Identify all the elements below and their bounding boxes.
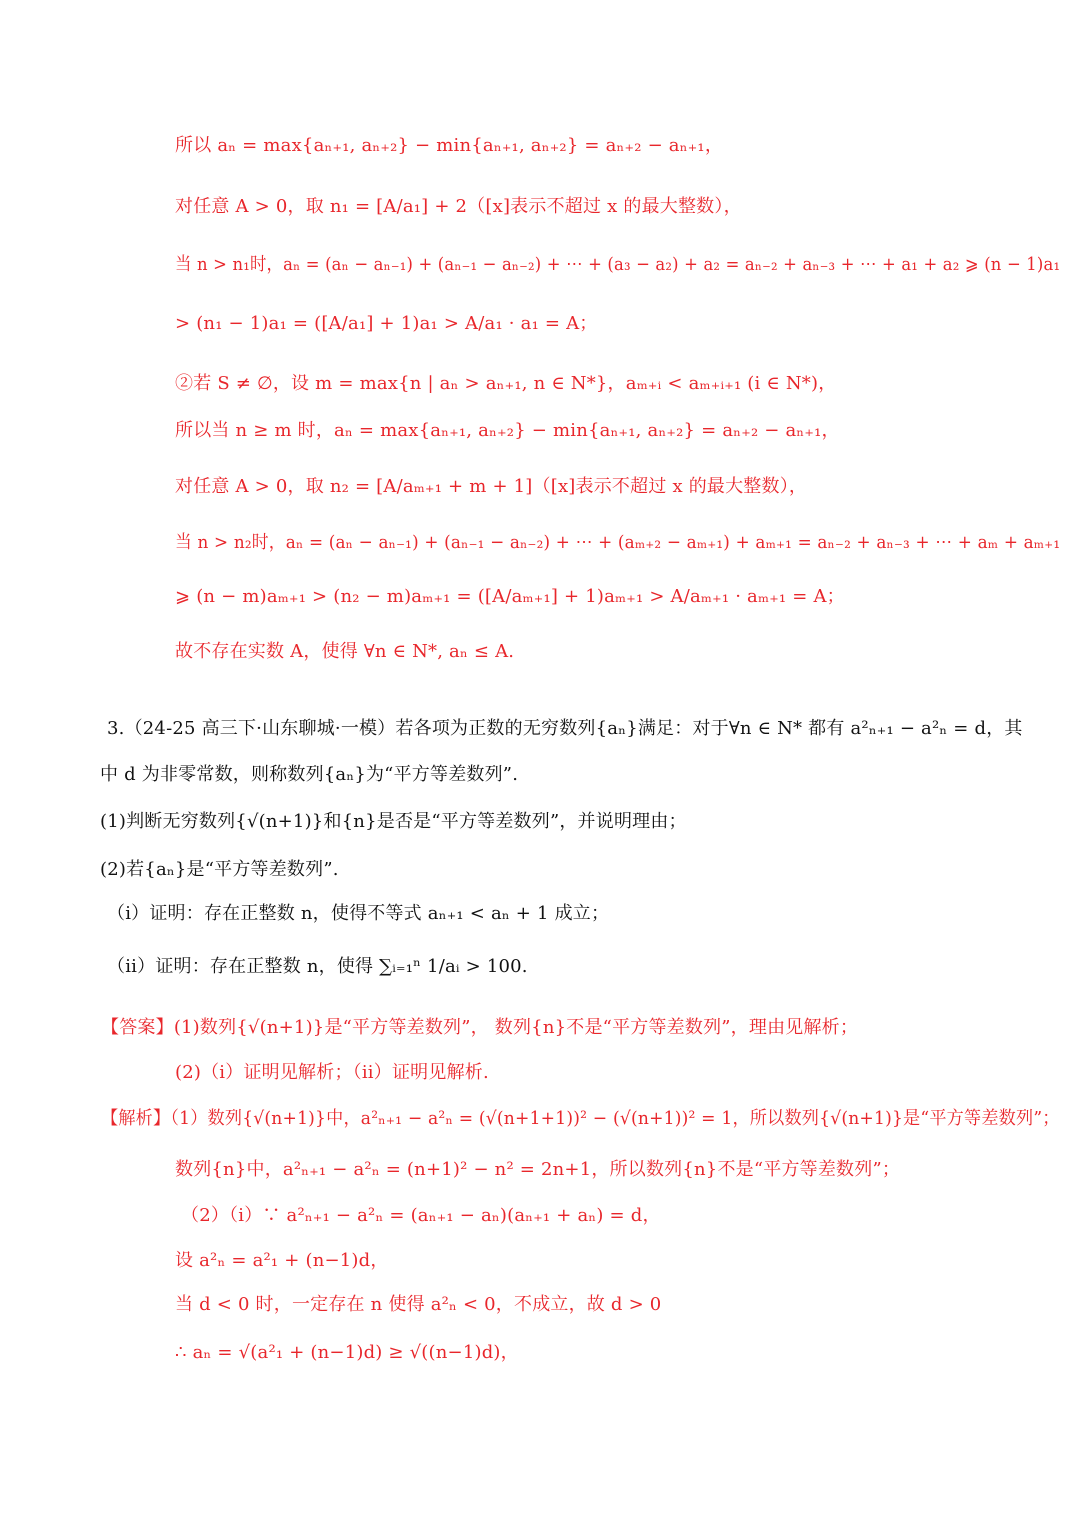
answer-label: 【答案】 — [101, 1017, 174, 1038]
answer-line: (1)数列{√(n+1)}是“平方等差数列”， 数列{n}不是“平方等差数列”，理由见解析； — [173, 1017, 859, 1038]
analysis-label: 【解析】 — [101, 1108, 171, 1129]
analysis-line: ∴ aₙ = √(a²₁ + (n−1)d) ≥ √((n−1)d)， — [175, 1342, 519, 1363]
proof-line: ②若 S ≠ ∅，设 m = max{n | aₙ > aₙ₊₁, n ∈ N*}，aₘ₊ᵢ < aₘ₊ᵢ₊₁ (i ∈ N*)， — [175, 373, 837, 394]
analysis-line: 设 a²ₙ = a²₁ + (n−1)d， — [175, 1250, 389, 1271]
analysis-line: （2）（i）∵ a²ₙ₊₁ − a²ₙ = (aₙ₊₁ − aₙ)(aₙ₊₁ + aₙ) = d， — [181, 1205, 661, 1226]
question-2: (2)若{aₙ}是“平方等差数列”. — [100, 859, 339, 880]
analysis-block — [101, 1106, 1060, 1132]
question-1: (1)判断无穷数列{√(n+1)}和{n}是否是“平方等差数列”，并说明理由； — [100, 811, 687, 832]
problem-statement: 3.（24-25 高三下·山东聊城·一模）若各项为正数的无穷数列{aₙ}满足：对于∀n ∈ N* 都有 a²ₙ₊₁ − a²ₙ = d，其 — [107, 718, 1023, 739]
answer-block — [101, 1015, 858, 1041]
proof-line: 所以当 n ≥ m 时，aₙ = max{aₙ₊₁, aₙ₊₂} − min{aₙ₊₁, aₙ₊₂} = aₙ₊₂ − aₙ₊₁， — [175, 420, 840, 441]
proof-line: ⩾ (n − m)aₘ₊₁ > (n₂ − m)aₘ₊₁ = ([A/aₘ₊₁] + 1)aₘ₊₁ > A/aₘ₊₁ · aₘ₊₁ = A； — [175, 586, 845, 607]
analysis-line: 当 d < 0 时，一定存在 n 使得 a²ₙ < 0，不成立，故 d > 0 — [175, 1294, 662, 1315]
proof-line: 当 n > n₁时，aₙ = (aₙ − aₙ₋₁) + (aₙ₋₁ − aₙ₋₂) + ⋯ + (a₃ − a₂) + a₂ = aₙ₋₂ + aₙ₋₃ + ⋯ + a₁ + a₂ ⩾ (n − 1)a₁ — [175, 254, 1061, 275]
answer-line: (2)（i）证明见解析；（ii）证明见解析. — [175, 1062, 489, 1083]
proof-line: 对任意 A > 0，取 n₁ = [A/a₁] + 2（[x]表示不超过 x 的最大整数）， — [175, 196, 742, 217]
question-2-ii: （ii）证明：存在正整数 n，使得 ∑ᵢ₌₁ⁿ 1/aᵢ > 100. — [107, 956, 528, 977]
proof-line: > (n₁ − 1)a₁ = ([A/a₁] + 1)a₁ > A/a₁ · a₁ = A； — [175, 313, 598, 334]
proof-line: 所以 aₙ = max{aₙ₊₁, aₙ₊₂} − min{aₙ₊₁, aₙ₊₂} = aₙ₊₂ − aₙ₊₁， — [175, 135, 724, 156]
analysis-line: 数列{n}中，a²ₙ₊₁ − a²ₙ = (n+1)² − n² = 2n+1，所以数列{n}不是“平方等差数列”； — [175, 1159, 901, 1180]
proof-line: 对任意 A > 0，取 n₂ = [A/aₘ₊₁ + m + 1]（[x]表示不超过 x 的最大整数）， — [175, 476, 808, 497]
proof-line: 当 n > n₂时，aₙ = (aₙ − aₙ₋₁) + (aₙ₋₁ − aₙ₋₂) + ⋯ + (aₘ₊₂ − aₘ₊₁) + aₘ₊₁ = aₙ₋₂ + aₙ₋₃ + ⋯ + aₘ + aₘ₊₁ — [175, 532, 1061, 553]
question-2-i: （i）证明：存在正整数 n，使得不等式 aₙ₊₁ < aₙ + 1 成立； — [107, 903, 610, 924]
analysis-line: （1）数列{√(n+1)}中，a²ₙ₊₁ − a²ₙ = (√(n+1+1))² − (√(n+1))² = 1，所以数列{√(n+1)}是“平方等差数列”； — [170, 1108, 1060, 1129]
proof-conclusion: 故不存在实数 A，使得 ∀n ∈ N*, aₙ ≤ A. — [175, 641, 515, 662]
problem-statement: 中 d 为非零常数，则称数列{aₙ}为“平方等差数列”. — [100, 764, 519, 785]
